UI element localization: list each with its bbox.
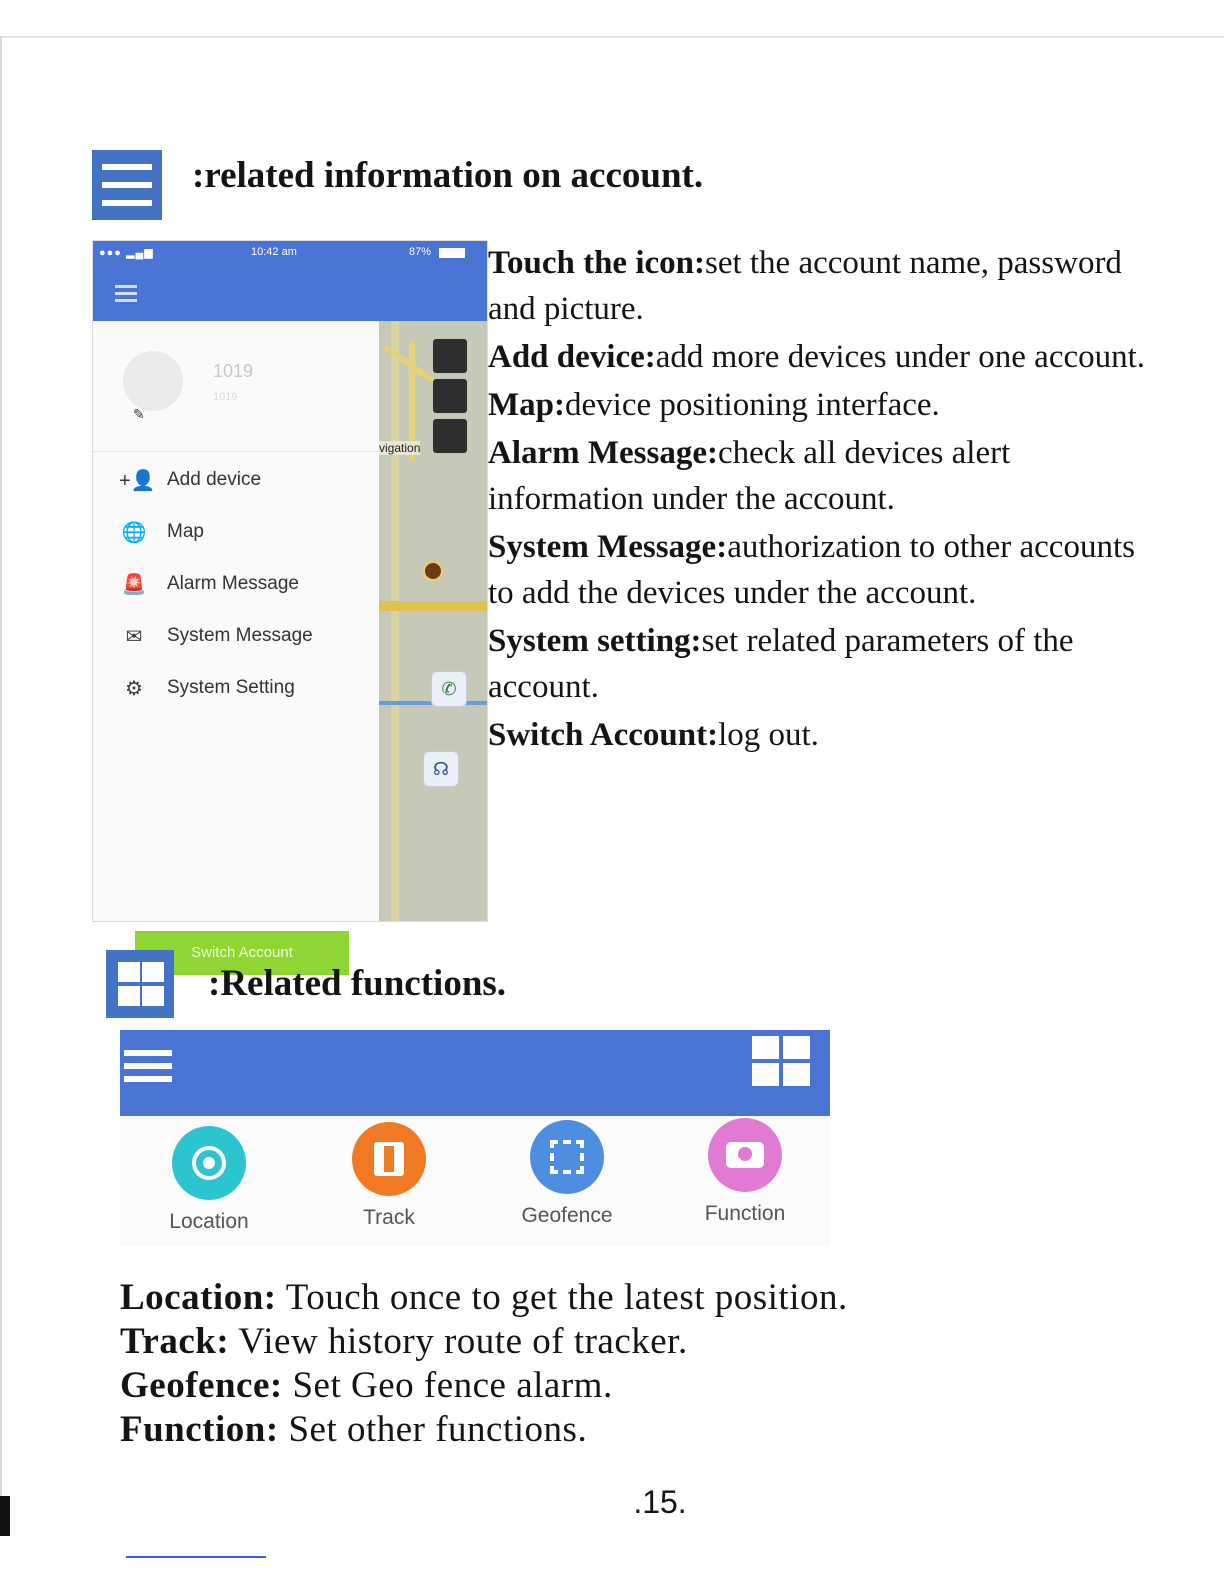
map-label: vigation bbox=[379, 441, 421, 455]
description-text: device positioning interface. bbox=[565, 387, 940, 423]
gear-icon: ⚙ bbox=[125, 677, 143, 700]
drawer-item-label: Add device bbox=[167, 469, 262, 490]
drawer-item-label: Alarm Message bbox=[167, 573, 299, 594]
description-text: set the account name, password and picture. bbox=[488, 245, 1122, 327]
page-number: .15. bbox=[633, 1484, 687, 1520]
description-item bbox=[488, 334, 1148, 380]
function-track[interactable] bbox=[304, 1122, 474, 1230]
drawer-divider bbox=[93, 451, 379, 452]
description-text: add more devices under one account. bbox=[655, 339, 1146, 375]
description-text: log out. bbox=[718, 717, 819, 753]
function-description-item bbox=[120, 1276, 1020, 1320]
camera-icon bbox=[708, 1118, 782, 1192]
function-label: Track bbox=[363, 1206, 415, 1229]
envelope-icon: ✉ bbox=[125, 625, 143, 648]
drawer-item-alarm-message[interactable] bbox=[119, 569, 299, 599]
alarm-icon: 🚨 bbox=[121, 573, 147, 596]
add-user-icon: +👤 bbox=[119, 469, 156, 492]
function-description-term: Function: bbox=[120, 1409, 279, 1450]
battery-icon bbox=[439, 248, 465, 258]
description-item bbox=[488, 524, 1148, 616]
avatar[interactable] bbox=[123, 351, 183, 411]
drawer-item-map[interactable] bbox=[119, 517, 204, 547]
globe-icon: 🌐 bbox=[121, 521, 147, 544]
drawer-item-system-message[interactable] bbox=[119, 621, 313, 651]
app-header bbox=[93, 265, 487, 321]
description-item bbox=[488, 240, 1148, 332]
section-heading-functions: :Related functions. bbox=[208, 963, 507, 1004]
description-text: set related parameters of the account. bbox=[488, 623, 1074, 705]
description-text: authorization to other accounts to add the devices under the account. bbox=[488, 529, 1135, 611]
function-label: Geofence bbox=[521, 1204, 613, 1227]
location-icon bbox=[172, 1126, 246, 1200]
edit-icon[interactable]: ✎ bbox=[133, 408, 145, 423]
drawer-menu-icon[interactable] bbox=[115, 285, 137, 306]
function-description-text: Set other functions. bbox=[278, 1409, 588, 1450]
geofence-icon bbox=[530, 1120, 604, 1194]
function-description-item bbox=[120, 1364, 1020, 1408]
description-term: System Message: bbox=[488, 529, 728, 565]
scan-mark bbox=[0, 1496, 10, 1536]
switch-account-button[interactable]: Switch Account bbox=[135, 931, 349, 975]
phone-call-icon[interactable]: ✆ bbox=[431, 671, 467, 707]
functions-panel bbox=[120, 1116, 830, 1246]
drawer-item-label: System Message bbox=[167, 625, 313, 646]
function-description-term: Geofence: bbox=[120, 1365, 283, 1406]
status-bar bbox=[93, 241, 487, 265]
status-battery: 87% bbox=[409, 246, 432, 258]
description-term: System setting: bbox=[488, 623, 702, 659]
signal-icon: ●●● ▂▄▆ bbox=[99, 247, 154, 259]
function-function[interactable] bbox=[660, 1118, 830, 1226]
function-description-term: Location: bbox=[120, 1277, 277, 1318]
account-name: 1019 bbox=[213, 361, 254, 381]
description-item bbox=[488, 430, 1148, 522]
drawer-item-label: System Setting bbox=[167, 677, 295, 698]
function-label: Location bbox=[169, 1210, 249, 1233]
description-item bbox=[488, 618, 1148, 710]
side-drawer bbox=[93, 321, 379, 961]
function-description-text: Touch once to get the latest position. bbox=[276, 1277, 848, 1318]
drawer-item-system-setting[interactable] bbox=[119, 673, 295, 703]
headphone-icon[interactable]: ☊ bbox=[423, 751, 459, 787]
description-term: Map: bbox=[488, 387, 565, 423]
scan-underline bbox=[126, 1556, 266, 1558]
map-area[interactable] bbox=[379, 321, 487, 921]
function-description-text: View history route of tracker. bbox=[229, 1321, 688, 1362]
description-item bbox=[488, 382, 1148, 428]
description-text: check all devices alert information under the account. bbox=[488, 435, 1011, 517]
description-term: Touch the icon: bbox=[488, 245, 705, 281]
function-description-term: Track: bbox=[120, 1321, 230, 1362]
status-time: 10:42 am bbox=[251, 246, 297, 258]
grid-icon-toolbar[interactable] bbox=[752, 1036, 812, 1088]
drawer-item-label: Map bbox=[167, 521, 204, 542]
grid-icon bbox=[106, 950, 174, 1018]
scan-edge-left bbox=[0, 36, 2, 1536]
device-marker-icon[interactable] bbox=[423, 561, 443, 581]
description-term: Add device: bbox=[488, 339, 656, 375]
track-icon bbox=[352, 1122, 426, 1196]
phone-screenshot bbox=[92, 240, 488, 961]
function-description-item bbox=[120, 1320, 1020, 1364]
function-description-item bbox=[120, 1408, 1020, 1452]
menu-icon-toolbar[interactable] bbox=[124, 1050, 172, 1089]
drawer-item-add-device[interactable] bbox=[119, 465, 261, 495]
account-id: 1019 bbox=[213, 391, 238, 403]
description-term: Alarm Message: bbox=[488, 435, 719, 471]
functions-header bbox=[120, 1030, 830, 1116]
function-description-text: Set Geo fence alarm. bbox=[282, 1365, 613, 1406]
scan-edge-top bbox=[0, 36, 1224, 38]
description-term: Switch Account: bbox=[488, 717, 719, 753]
function-descriptions bbox=[120, 1276, 1020, 1452]
description-item bbox=[488, 712, 1148, 758]
section-heading-account: :related information on account. bbox=[192, 155, 704, 196]
map-navigate-button[interactable] bbox=[433, 379, 467, 413]
account-descriptions bbox=[488, 240, 1148, 760]
map-layer-button[interactable] bbox=[433, 339, 467, 373]
map-locate-button[interactable] bbox=[433, 419, 467, 453]
function-geofence[interactable] bbox=[482, 1120, 652, 1228]
function-label: Function bbox=[704, 1202, 786, 1225]
function-location[interactable] bbox=[124, 1126, 294, 1234]
menu-icon bbox=[92, 150, 162, 220]
